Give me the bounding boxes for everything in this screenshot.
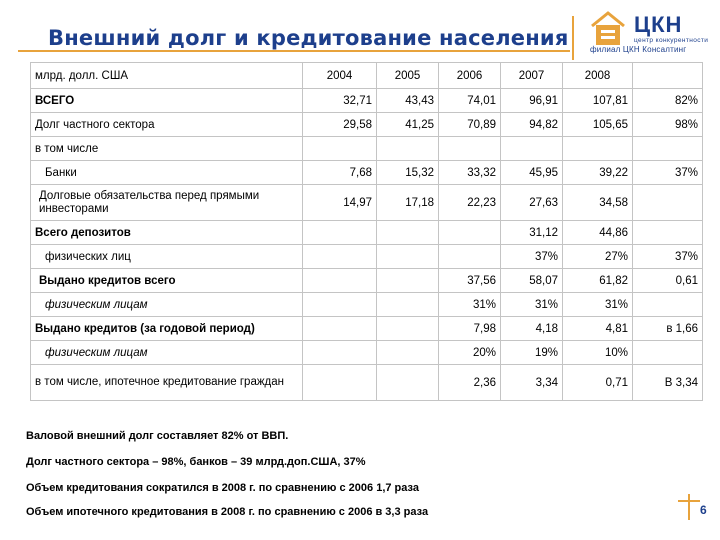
corner-cross-vertical	[688, 494, 690, 520]
table-cell: 33,32	[439, 161, 501, 185]
table-cell: 37%	[633, 161, 703, 185]
note-item: Объем кредитования сократился в 2008 г. по сравнению с 2006 1,7 раза	[26, 482, 419, 494]
table-cell	[303, 317, 377, 341]
table-cell	[377, 245, 439, 269]
table-cell	[377, 293, 439, 317]
note-item: Долг частного сектора – 98%, банков – 39 млрд.доп.США, 37%	[26, 456, 366, 468]
table-cell	[633, 293, 703, 317]
table-cell	[377, 365, 439, 401]
table-cell	[439, 137, 501, 161]
table-cell	[303, 341, 377, 365]
table-cell: 22,23	[439, 185, 501, 221]
note-item: Объем ипотечного кредитования в 2008 г. по сравнению с 2006 в 3,3 раза	[26, 506, 429, 518]
slide-title: Внешний долг и кредитование населения	[48, 26, 569, 50]
row-label: ВСЕГО	[31, 89, 303, 113]
table-cell: 44,86	[563, 221, 633, 245]
header-cell: 2008	[563, 63, 633, 89]
row-label: физическим лицам	[31, 293, 303, 317]
table-row	[31, 317, 703, 341]
header-cell: 2007	[501, 63, 563, 89]
title-divider	[572, 16, 574, 60]
table-cell: 27%	[563, 245, 633, 269]
logo	[590, 10, 716, 54]
table-cell: 74,01	[439, 89, 501, 113]
row-label: физических лиц	[31, 245, 303, 269]
table-cell: 27,63	[501, 185, 563, 221]
table-row	[31, 185, 703, 221]
table-cell: 37,56	[439, 269, 501, 293]
logo-tagline: центр конкурентности	[634, 37, 709, 44]
table-cell: 61,82	[563, 269, 633, 293]
table-cell: 31%	[501, 293, 563, 317]
table-cell: 58,07	[501, 269, 563, 293]
table-cell	[633, 221, 703, 245]
table-row	[31, 293, 703, 317]
table-cell: 37%	[633, 245, 703, 269]
table-row	[31, 269, 703, 293]
table-cell	[501, 137, 563, 161]
page-number: 6	[700, 503, 707, 517]
table-cell	[377, 317, 439, 341]
note-item: Валовой внешний долг составляет 82% от ВВП.	[26, 430, 289, 442]
table-cell: 41,25	[377, 113, 439, 137]
header-cell	[633, 63, 703, 89]
table-row	[31, 137, 703, 161]
row-label: в том числе, ипотечное кредитование граждан	[31, 365, 303, 401]
table-cell: 0,61	[633, 269, 703, 293]
header-cell: 2006	[439, 63, 501, 89]
house-logo-icon	[590, 10, 626, 46]
table-cell: 45,95	[501, 161, 563, 185]
table-cell: 20%	[439, 341, 501, 365]
table-cell: 34,58	[563, 185, 633, 221]
header-cell: млрд. долл. США	[31, 63, 303, 89]
row-label: Выдано кредитов всего	[31, 269, 303, 293]
table-row	[31, 221, 703, 245]
table-cell: 7,98	[439, 317, 501, 341]
table-row	[31, 113, 703, 137]
table-cell: 31%	[563, 293, 633, 317]
debt-table	[30, 62, 703, 401]
header-cell: 2005	[377, 63, 439, 89]
table-cell: 19%	[501, 341, 563, 365]
table-cell: 4,81	[563, 317, 633, 341]
row-label: Банки	[31, 161, 303, 185]
table-cell	[439, 221, 501, 245]
table-cell: 15,32	[377, 161, 439, 185]
table-cell: 7,68	[303, 161, 377, 185]
table-cell: 43,43	[377, 89, 439, 113]
table-cell: 94,82	[501, 113, 563, 137]
table-cell	[303, 365, 377, 401]
table-cell	[633, 137, 703, 161]
logo-subtitle: филиал ЦКН Консалтинг	[590, 45, 687, 54]
table-cell	[303, 245, 377, 269]
table-cell	[303, 269, 377, 293]
row-label: Долговые обязательства перед прямыми инвесторами	[31, 185, 303, 221]
header-cell: 2004	[303, 63, 377, 89]
table-cell	[377, 221, 439, 245]
table-cell: 2,36	[439, 365, 501, 401]
title-underline	[18, 50, 570, 52]
table-cell: 10%	[563, 341, 633, 365]
table-cell: 70,89	[439, 113, 501, 137]
table-cell	[377, 269, 439, 293]
table-cell: 105,65	[563, 113, 633, 137]
table-cell: 98%	[633, 113, 703, 137]
table-cell	[633, 185, 703, 221]
table-row	[31, 89, 703, 113]
table-cell: в 1,66	[633, 317, 703, 341]
row-label: Всего депозитов	[31, 221, 303, 245]
table-row	[31, 245, 703, 269]
table-cell	[303, 137, 377, 161]
table-row	[31, 365, 703, 401]
table-cell: 39,22	[563, 161, 633, 185]
table-cell: 31,12	[501, 221, 563, 245]
table-cell	[377, 137, 439, 161]
table-cell: В 3,34	[633, 365, 703, 401]
table-cell: 14,97	[303, 185, 377, 221]
table-header-row	[31, 63, 703, 89]
table-cell: 3,34	[501, 365, 563, 401]
table-cell: 29,58	[303, 113, 377, 137]
table-cell: 0,71	[563, 365, 633, 401]
table-cell	[439, 245, 501, 269]
corner-cross-horizontal	[678, 500, 700, 502]
row-label: в том числе	[31, 137, 303, 161]
table-cell: 82%	[633, 89, 703, 113]
table-cell	[563, 137, 633, 161]
table-cell	[303, 293, 377, 317]
table-cell: 17,18	[377, 185, 439, 221]
logo-name: ЦКН	[634, 12, 683, 37]
table-cell: 32,71	[303, 89, 377, 113]
table-row	[31, 341, 703, 365]
row-label: Выдано кредитов (за годовой период)	[31, 317, 303, 341]
table-cell	[377, 341, 439, 365]
table-cell: 107,81	[563, 89, 633, 113]
table-cell: 4,18	[501, 317, 563, 341]
row-label: Долг частного сектора	[31, 113, 303, 137]
table-row	[31, 161, 703, 185]
table-cell	[303, 221, 377, 245]
table-cell: 31%	[439, 293, 501, 317]
row-label: физическим лицам	[31, 341, 303, 365]
table-cell: 96,91	[501, 89, 563, 113]
table-cell: 37%	[501, 245, 563, 269]
table-cell	[633, 341, 703, 365]
